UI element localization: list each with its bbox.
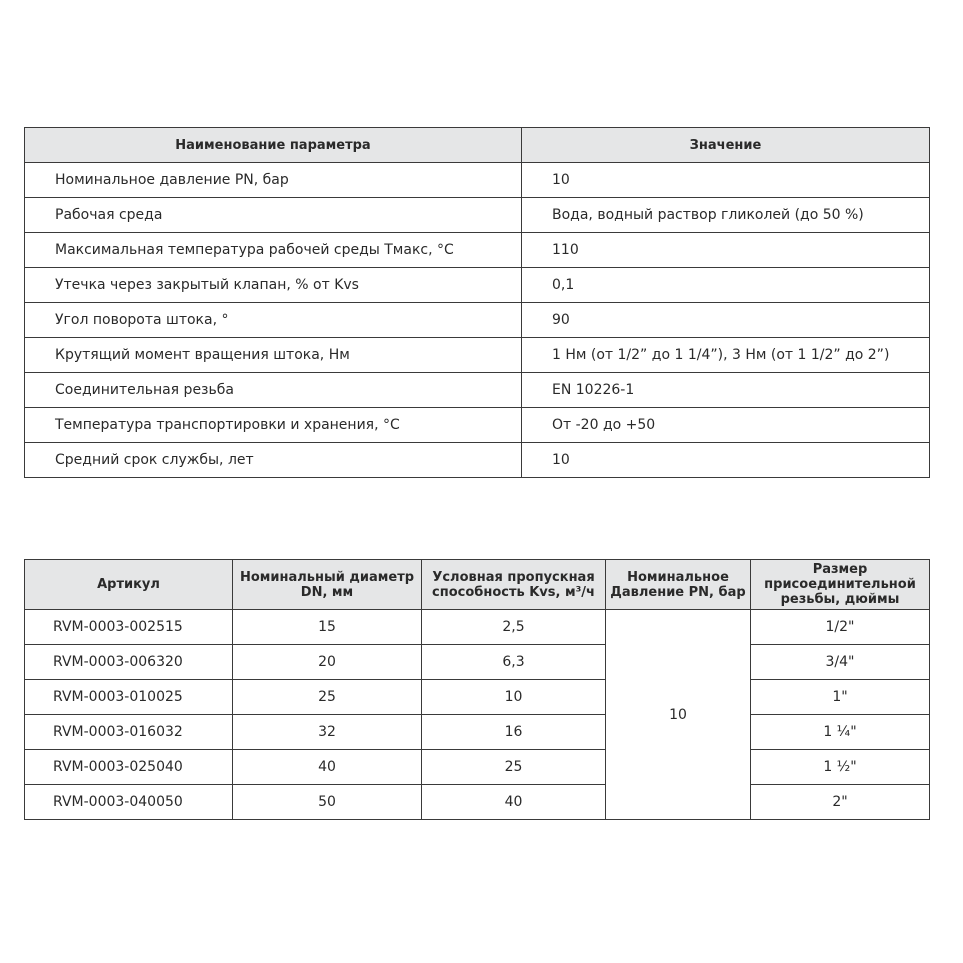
header-pressure: Номинальное Давление PN, бар (606, 560, 751, 610)
parameter-value: 1 Нм (от 1/2” до 1 1/4”), 3 Нм (от 1 1/2” до 2”) (522, 338, 930, 373)
kvs-cell: 25 (422, 750, 606, 785)
diameter-cell: 15 (233, 610, 422, 645)
models-table (24, 559, 930, 820)
parameter-name: Угол поворота штока, ° (25, 303, 522, 338)
parameter-name: Соединительная резьба (25, 373, 522, 408)
diameter-cell: 50 (233, 785, 422, 820)
table-row (25, 338, 930, 373)
header-diameter: Номинальный диаметр DN, мм (233, 560, 422, 610)
parameter-name: Крутящий момент вращения штока, Нм (25, 338, 522, 373)
table-row (25, 680, 930, 715)
header-kvs: Условная пропускная способность Kvs, м³/ч (422, 560, 606, 610)
table-row (25, 198, 930, 233)
parameter-value: 10 (522, 163, 930, 198)
header-article: Артикул (25, 560, 233, 610)
parameter-name: Рабочая среда (25, 198, 522, 233)
diameter-cell: 25 (233, 680, 422, 715)
diameter-cell: 40 (233, 750, 422, 785)
table-row (25, 715, 930, 750)
article-cell: RVM-0003-010025 (25, 680, 233, 715)
parameter-name: Утечка через закрытый клапан, % от Kvs (25, 268, 522, 303)
thread-cell: 1" (751, 680, 930, 715)
parameter-value: 0,1 (522, 268, 930, 303)
thread-cell: 3/4" (751, 645, 930, 680)
table-row (25, 610, 930, 645)
pressure-cell: 10 (606, 610, 751, 820)
header-thread: Размер присоединительной резьбы, дюймы (751, 560, 930, 610)
article-cell: RVM-0003-040050 (25, 785, 233, 820)
thread-cell: 1 ¼" (751, 715, 930, 750)
parameters-table (24, 127, 930, 478)
kvs-cell: 40 (422, 785, 606, 820)
parameter-value: 90 (522, 303, 930, 338)
thread-cell: 2" (751, 785, 930, 820)
parameter-value: EN 10226-1 (522, 373, 930, 408)
header-row (25, 128, 930, 163)
table-row (25, 443, 930, 478)
article-cell: RVM-0003-016032 (25, 715, 233, 750)
table-row (25, 303, 930, 338)
table-row (25, 645, 930, 680)
table-row (25, 408, 930, 443)
table-row (25, 785, 930, 820)
thread-cell: 1 ½" (751, 750, 930, 785)
kvs-cell: 16 (422, 715, 606, 750)
parameter-value: От -20 до +50 (522, 408, 930, 443)
table-row (25, 750, 930, 785)
kvs-cell: 2,5 (422, 610, 606, 645)
parameter-name: Номинальное давление PN, бар (25, 163, 522, 198)
kvs-cell: 6,3 (422, 645, 606, 680)
parameter-name: Средний срок службы, лет (25, 443, 522, 478)
header-parameter: Наименование параметра (25, 128, 522, 163)
table-row (25, 373, 930, 408)
article-cell: RVM-0003-002515 (25, 610, 233, 645)
kvs-cell: 10 (422, 680, 606, 715)
article-cell: RVM-0003-025040 (25, 750, 233, 785)
parameter-value: 10 (522, 443, 930, 478)
table-row (25, 163, 930, 198)
header-value: Значение (522, 128, 930, 163)
header-row (25, 560, 930, 610)
thread-cell: 1/2" (751, 610, 930, 645)
diameter-cell: 20 (233, 645, 422, 680)
parameter-name: Максимальная температура рабочей среды Тмакс, °С (25, 233, 522, 268)
diameter-cell: 32 (233, 715, 422, 750)
parameter-value: 110 (522, 233, 930, 268)
table-row (25, 233, 930, 268)
table-row (25, 268, 930, 303)
parameter-name: Температура транспортировки и хранения, °С (25, 408, 522, 443)
article-cell: RVM-0003-006320 (25, 645, 233, 680)
parameter-value: Вода, водный раствор гликолей (до 50 %) (522, 198, 930, 233)
